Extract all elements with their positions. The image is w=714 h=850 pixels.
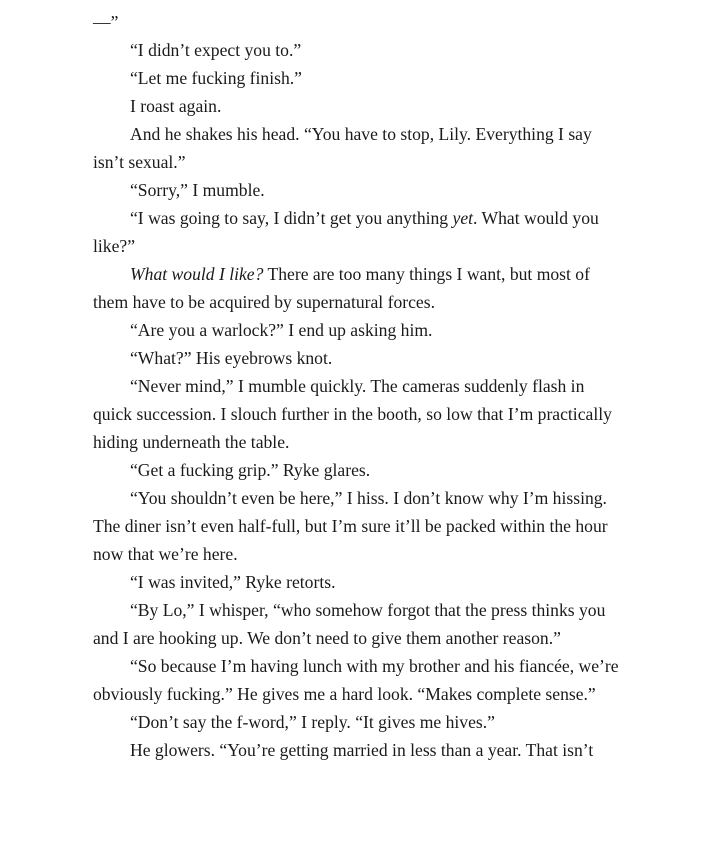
text-segment: “You shouldn’t even be here,” I hiss. I don’t know why I’m hissing. The diner isn’t even half-full, but I’m sure it’ll be packed within the hour now that we’re here. (93, 488, 608, 564)
text-segment: He glowers. “You’re getting married in less than a year. That isn’t (130, 740, 594, 760)
text-segment: “Don’t say the f-word,” I reply. “It gives me hives.” (130, 712, 495, 732)
paragraph (93, 64, 623, 92)
paragraph (93, 120, 623, 176)
text-segment: . What would you like?” (93, 208, 599, 256)
book-page-text (93, 8, 623, 764)
paragraph (93, 92, 623, 120)
text-segment: “Never mind,” I mumble quickly. The cameras suddenly flash in quick succession. I slouch further in the booth, so low that I’m practically hiding underneath the table. (93, 376, 612, 452)
paragraph (93, 8, 623, 36)
text-segment: “By Lo,” I whisper, “who somehow forgot that the press thinks you and I are hooking up. We don’t need to give them another reason.” (93, 600, 606, 648)
text-segment: And he shakes his head. “You have to stop, Lily. Everything I say isn’t sexual.” (93, 124, 592, 172)
paragraph (93, 652, 623, 708)
text-segment: “I didn’t expect you to.” (130, 40, 302, 60)
paragraph (93, 596, 623, 652)
paragraph (93, 456, 623, 484)
paragraph (93, 736, 623, 764)
text-segment: “Are you a warlock?” I end up asking him. (130, 320, 433, 340)
paragraph (93, 484, 623, 568)
paragraph (93, 316, 623, 344)
italic-text: yet (452, 208, 474, 228)
text-segment: “I was invited,” Ryke retorts. (130, 572, 336, 592)
text-segment: “Get a fucking grip.” Ryke glares. (130, 460, 371, 480)
paragraph (93, 344, 623, 372)
text-segment: “Sorry,” I mumble. (130, 180, 265, 200)
text-segment: “What?” His eyebrows knot. (130, 348, 333, 368)
paragraph (93, 708, 623, 736)
text-segment: I roast again. (130, 96, 222, 116)
paragraph (93, 260, 623, 316)
text-segment: “Let me fucking finish.” (130, 68, 302, 88)
text-segment: “I was going to say, I didn’t get you anything (130, 208, 453, 228)
text-segment: There are too many things I want, but most of them have to be acquired by supernatural forces. (93, 264, 590, 312)
paragraph (93, 176, 623, 204)
paragraph (93, 372, 623, 456)
paragraph (93, 568, 623, 596)
paragraph (93, 36, 623, 64)
text-segment: “So because I’m having lunch with my brother and his fiancée, we’re obviously fucking.” He gives me a hard look. “Makes complete sense.” (93, 656, 619, 704)
paragraph (93, 204, 623, 260)
italic-text: What would I like? (130, 264, 264, 284)
text-segment: —” (93, 12, 119, 32)
